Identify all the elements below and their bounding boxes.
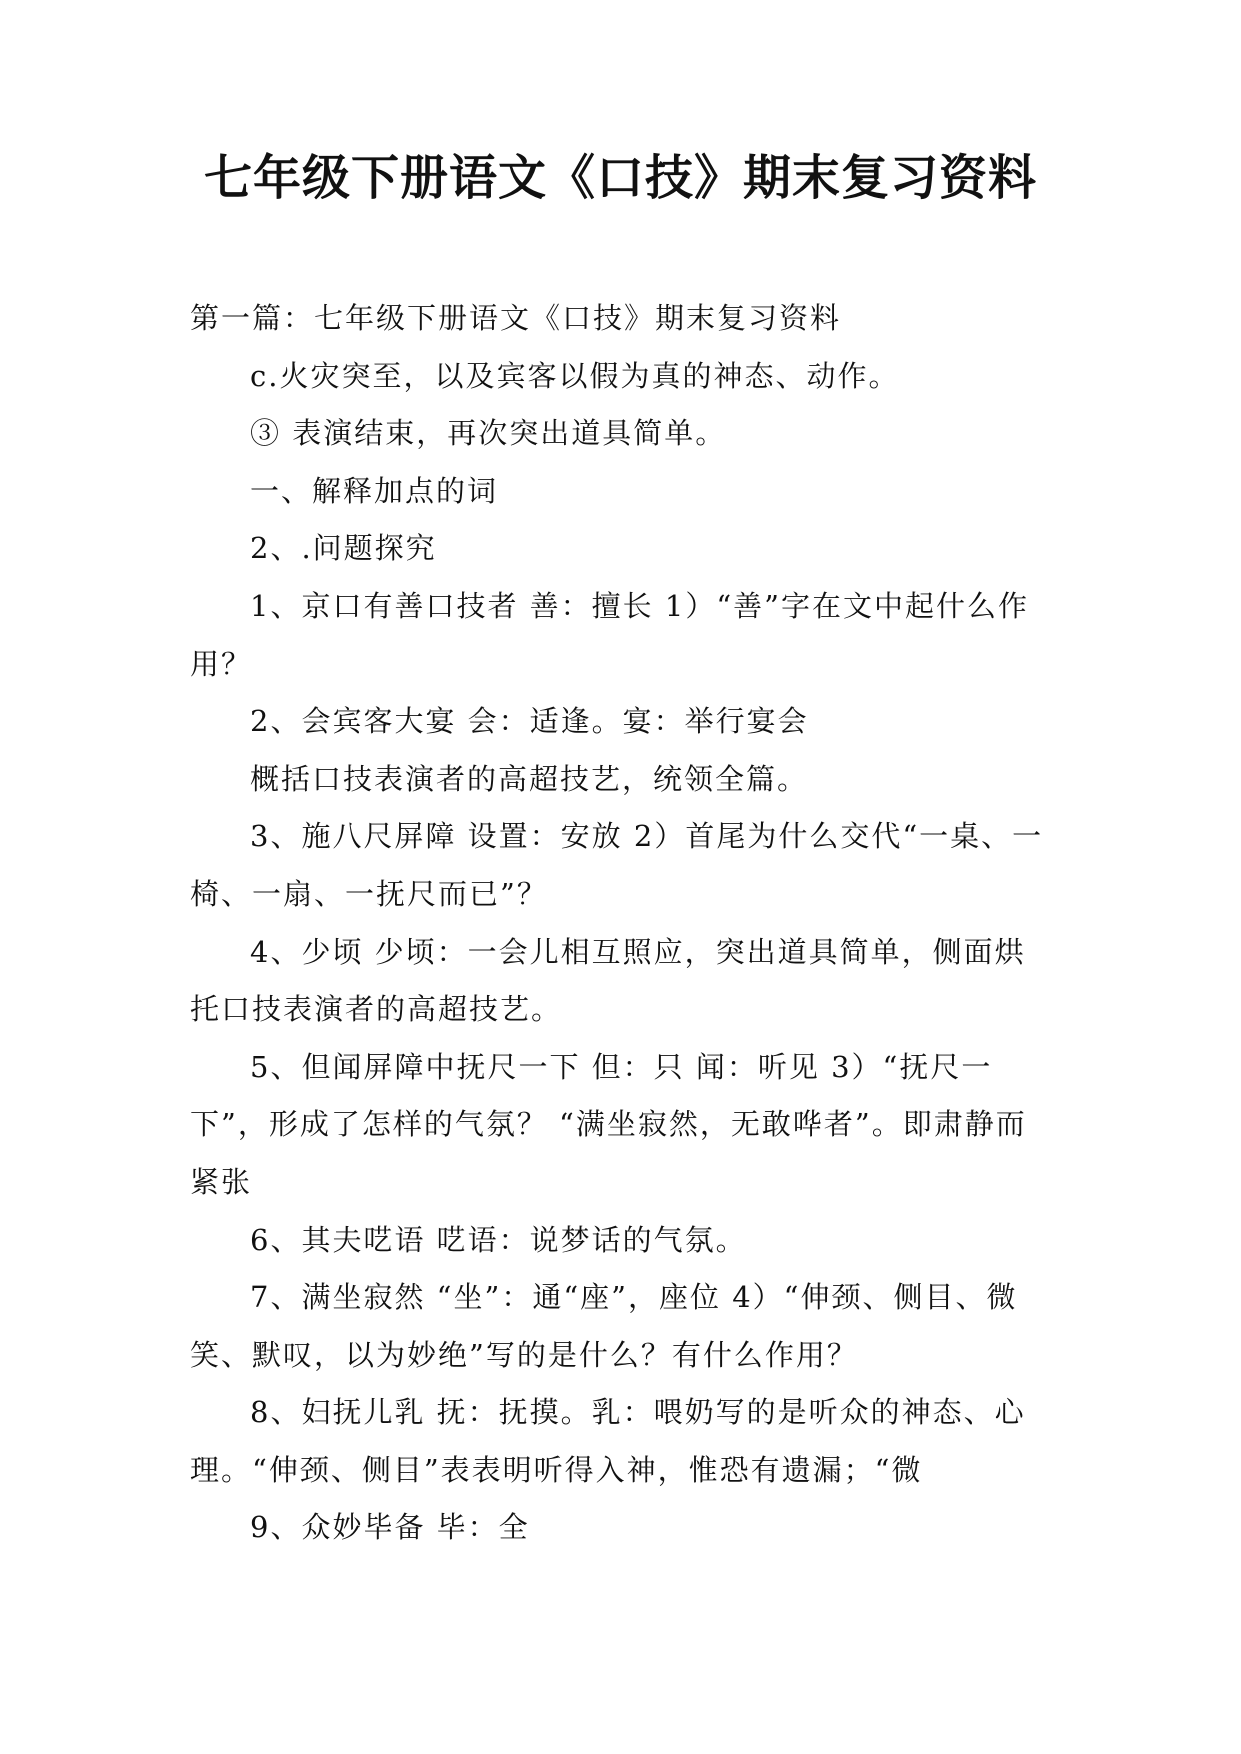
paragraph: 3、施八尺屏障 设置：安放 2）首尾为什么交代“一桌、一椅、一扇、一抚尺而已”？ [190, 819, 1044, 911]
paragraph: 2、.问题探究 [250, 531, 437, 566]
paragraph: 8、妇抚儿乳 抚：抚摸。乳：喂奶写的是听众的神态、心理。“伸颈、侧目”表表明听得入神，惟恐有遗漏；“微 [190, 1395, 1026, 1487]
paragraph: 1、京口有善口技者 善：擅长 1）“善”字在文中起什么作用？ [190, 588, 1029, 681]
paragraph: 7、满坐寂然 “坐”：通“座”，座位 4）“伸颈、侧目、微笑、默叹，以为妙绝”写的是什么？有什么作用？ [190, 1280, 1018, 1372]
paragraph: 概括口技表演者的高超技艺，统领全篇。 [250, 761, 809, 796]
paragraph: 一、解释加点的词 [250, 473, 499, 508]
paragraph: 6、其夫呓语 呓语：说梦话的气氛。 [250, 1222, 747, 1257]
document-body [190, 290, 1050, 1557]
paragraph-heading: 第一篇：七年级下册语文《口技》期末复习资料 [190, 301, 842, 335]
paragraph: ③ 表演结束，再次突出道具简单。 [250, 416, 727, 451]
paragraph: c.火灾突至，以及宾客以假为真的神态、动作。 [250, 358, 900, 393]
paragraph: 9、众妙毕备 毕：全 [250, 1510, 530, 1545]
document-title: 七年级下册语文《口技》期末复习资料 [203, 150, 1037, 206]
paragraph: 2、会宾客大宴 会：适逢。宴：举行宴会 [250, 704, 809, 739]
paragraph: 4、少顷 少顷：一会儿相互照应，突出道具简单，侧面烘托口技表演者的高超技艺。 [190, 934, 1026, 1027]
paragraph: 5、但闻屏障中抚尺一下 但：只 闻：听见 3）“抚尺一下”，形成了怎样的气氛？ “满坐寂然，无敢哗者”。即肃静而紧张 [190, 1049, 1027, 1199]
